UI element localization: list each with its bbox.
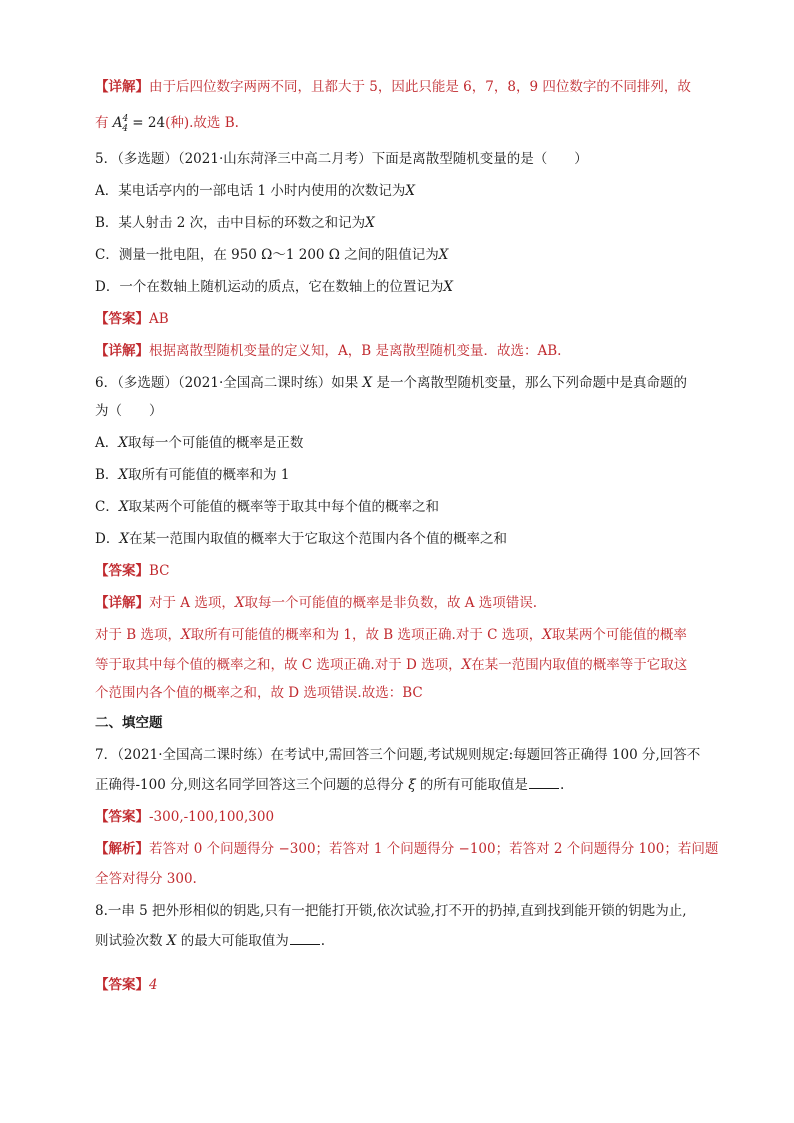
q4-detail-text: 由于后四位数字两两不同，且都大于 5，因此只能是 6，7，8，9 四位数字的不同排列，故 <box>149 79 691 95</box>
q6-stem-b: 是一个离散型随机变量，那么下列命题中是真命题的 <box>372 375 687 391</box>
q6-detail-line4: 个范围内各个值的概率之和，故 D 选项错误.故选：BC <box>95 685 423 701</box>
q6-detail-line2 <box>95 626 705 644</box>
q6-option-a <box>95 434 705 452</box>
q6-detail-e: 取某两个可能值的概率 <box>551 627 687 643</box>
detail-tag: 【详解】 <box>95 79 149 95</box>
permutation-formula <box>112 114 129 134</box>
q5-option-b <box>95 214 705 232</box>
q6-stem-a: 6．（多选题）（2021·全国高二课时练）如果 <box>95 375 363 391</box>
answer-tag: 【答案】 <box>95 311 149 327</box>
q7-answer <box>95 808 705 826</box>
q5-option-d-text: D．一个在数轴上随机运动的质点，它在数轴上的位置记为 <box>95 279 444 295</box>
answer-tag: 【答案】 <box>95 977 149 993</box>
q4-detail-line1 <box>95 78 705 96</box>
q5-detail <box>95 342 705 360</box>
answer-tag: 【答案】 <box>95 809 149 825</box>
q7-analysis-line2: 全答对得分 300. <box>95 871 197 887</box>
perm-sub: 4 <box>122 124 129 134</box>
option-label: D． <box>95 531 120 547</box>
q7-analysis-line1 <box>95 840 719 858</box>
q7-analysis-text: 若答对 0 个问题得分 −300；若答对 1 个问题得分 −100；若答对 2 个问题得分 100；若问题 <box>149 841 719 857</box>
q8-stem-line1: 8.一串 5 把外形相似的钥匙,只有一把能打开锁,依次试验,打不开的扔掉,直到找到能开锁的钥匙为止, <box>95 903 687 919</box>
q6-detail-g: 在某一范围内取值的概率等于它取这 <box>471 657 688 673</box>
detail-tag: 【详解】 <box>95 343 149 359</box>
q6-option-c-text: 取某两个可能值的概率等于取其中每个值的概率之和 <box>128 499 439 515</box>
var-x: X <box>181 627 191 643</box>
q6-detail-line1 <box>95 594 705 612</box>
var-x: X <box>118 499 129 515</box>
q7-stem-b: 的所有可能取值是 <box>415 777 528 793</box>
q6-option-d-text: 在某一范围内取值的概率大于它取这个范围内各个值的概率之和 <box>128 531 507 547</box>
analysis-tag: 【解析】 <box>95 841 149 857</box>
q6-detail-b: 取每一个可能值的概率是非负数，故 A 选项错误. <box>244 595 538 611</box>
q8-answer <box>95 976 705 994</box>
q6-detail-a: 对于 A 选项， <box>149 595 235 611</box>
var-x: X <box>438 247 449 263</box>
var-x: X <box>542 627 552 643</box>
var-x: X <box>365 215 375 231</box>
q7-stem-line1: 7．（2021·全国高二课时练）在考试中,需回答三个问题,考试规则规定:每题回答正确得 100 分,回答不 <box>95 747 701 763</box>
var-xi: ξ <box>408 777 416 793</box>
q6-option-a-text: 取每一个可能值的概率是正数 <box>127 435 304 451</box>
var-x: X <box>118 435 128 451</box>
q5-stem: 5．（多选题）（2021·山东菏泽三中高二月考）下面是离散型随机变量的是（ ） <box>95 151 588 167</box>
q8-stem-line2 <box>95 932 705 950</box>
var-x: X <box>443 279 453 295</box>
q5-option-c <box>95 246 705 264</box>
q6-answer <box>95 562 705 580</box>
q5-option-a-text: A．某电话亭内的一部电话 1 小时内使用的次数记为 <box>95 183 406 199</box>
var-x: X <box>166 933 177 949</box>
q8-stem-b: 的最大可能取值为 <box>176 933 289 949</box>
q7-answer-value: -300,-100,100,300 <box>149 809 275 825</box>
q4-detail-you: 有 <box>95 115 113 131</box>
detail-tag: 【详解】 <box>95 595 149 611</box>
q7-stem-a: 正确得-100 分,则这名同学回答这三个问题的总得分 <box>95 777 409 793</box>
q5-option-b-text: B．某人射击 2 次，击中目标的环数之和记为 <box>95 215 366 231</box>
answer-tag: 【答案】 <box>95 563 149 579</box>
q6-detail-d: 取所有可能值的概率和为 1，故 B 选项正确.对于 C 选项， <box>190 627 543 643</box>
q6-detail-line3 <box>95 656 705 674</box>
q8-answer-value: 4 <box>149 977 158 993</box>
var-x: X <box>234 595 245 611</box>
var-x: X <box>118 467 129 483</box>
q8-stem-a: 则试验次数 <box>95 933 167 949</box>
q6-option-d <box>95 530 705 548</box>
option-label: B． <box>95 467 119 483</box>
var-x: X <box>119 531 129 547</box>
q5-answer <box>95 310 705 328</box>
q4-detail-line2 <box>95 114 705 134</box>
q6-option-b <box>95 466 705 484</box>
answer-blank <box>529 776 559 789</box>
perm-value: = 24 <box>128 115 166 131</box>
var-x: X <box>461 657 472 673</box>
q6-stem-line1 <box>95 374 705 392</box>
q6-stem-line2: 为（ ） <box>95 403 163 419</box>
perm-sup: 4 <box>122 114 129 124</box>
q6-option-b-text: 取所有可能值的概率和为 1 <box>128 467 290 483</box>
q5-answer-value: AB <box>149 311 169 327</box>
q5-option-d <box>95 278 705 296</box>
q7-stem-end: . <box>559 777 565 793</box>
q8-stem-end: . <box>320 933 326 949</box>
perm-symbol: A <box>112 115 123 131</box>
option-label: C． <box>95 499 119 515</box>
q5-option-a <box>95 182 705 200</box>
q4-detail-end: (种).故选 B. <box>165 115 239 131</box>
q6-option-c <box>95 498 705 516</box>
var-x: X <box>405 183 416 199</box>
var-x: X <box>362 375 373 391</box>
q6-answer-value: BC <box>149 563 170 579</box>
q6-detail-f: 等于取其中每个值的概率之和，故 C 选项正确.对于 D 选项， <box>95 657 462 673</box>
q5-detail-text: 根据离散型随机变量的定义知，A，B 是离散型随机变量．故选：AB. <box>149 343 562 359</box>
option-label: A． <box>95 435 119 451</box>
q7-stem-line2 <box>95 776 705 794</box>
answer-blank <box>290 932 320 945</box>
section-title: 二、填空题 <box>95 715 163 731</box>
q5-option-c-text: C．测量一批电阻，在 950 Ω～1 200 Ω 之间的阻值记为 <box>95 247 439 263</box>
q6-detail-c: 对于 B 选项， <box>95 627 182 643</box>
